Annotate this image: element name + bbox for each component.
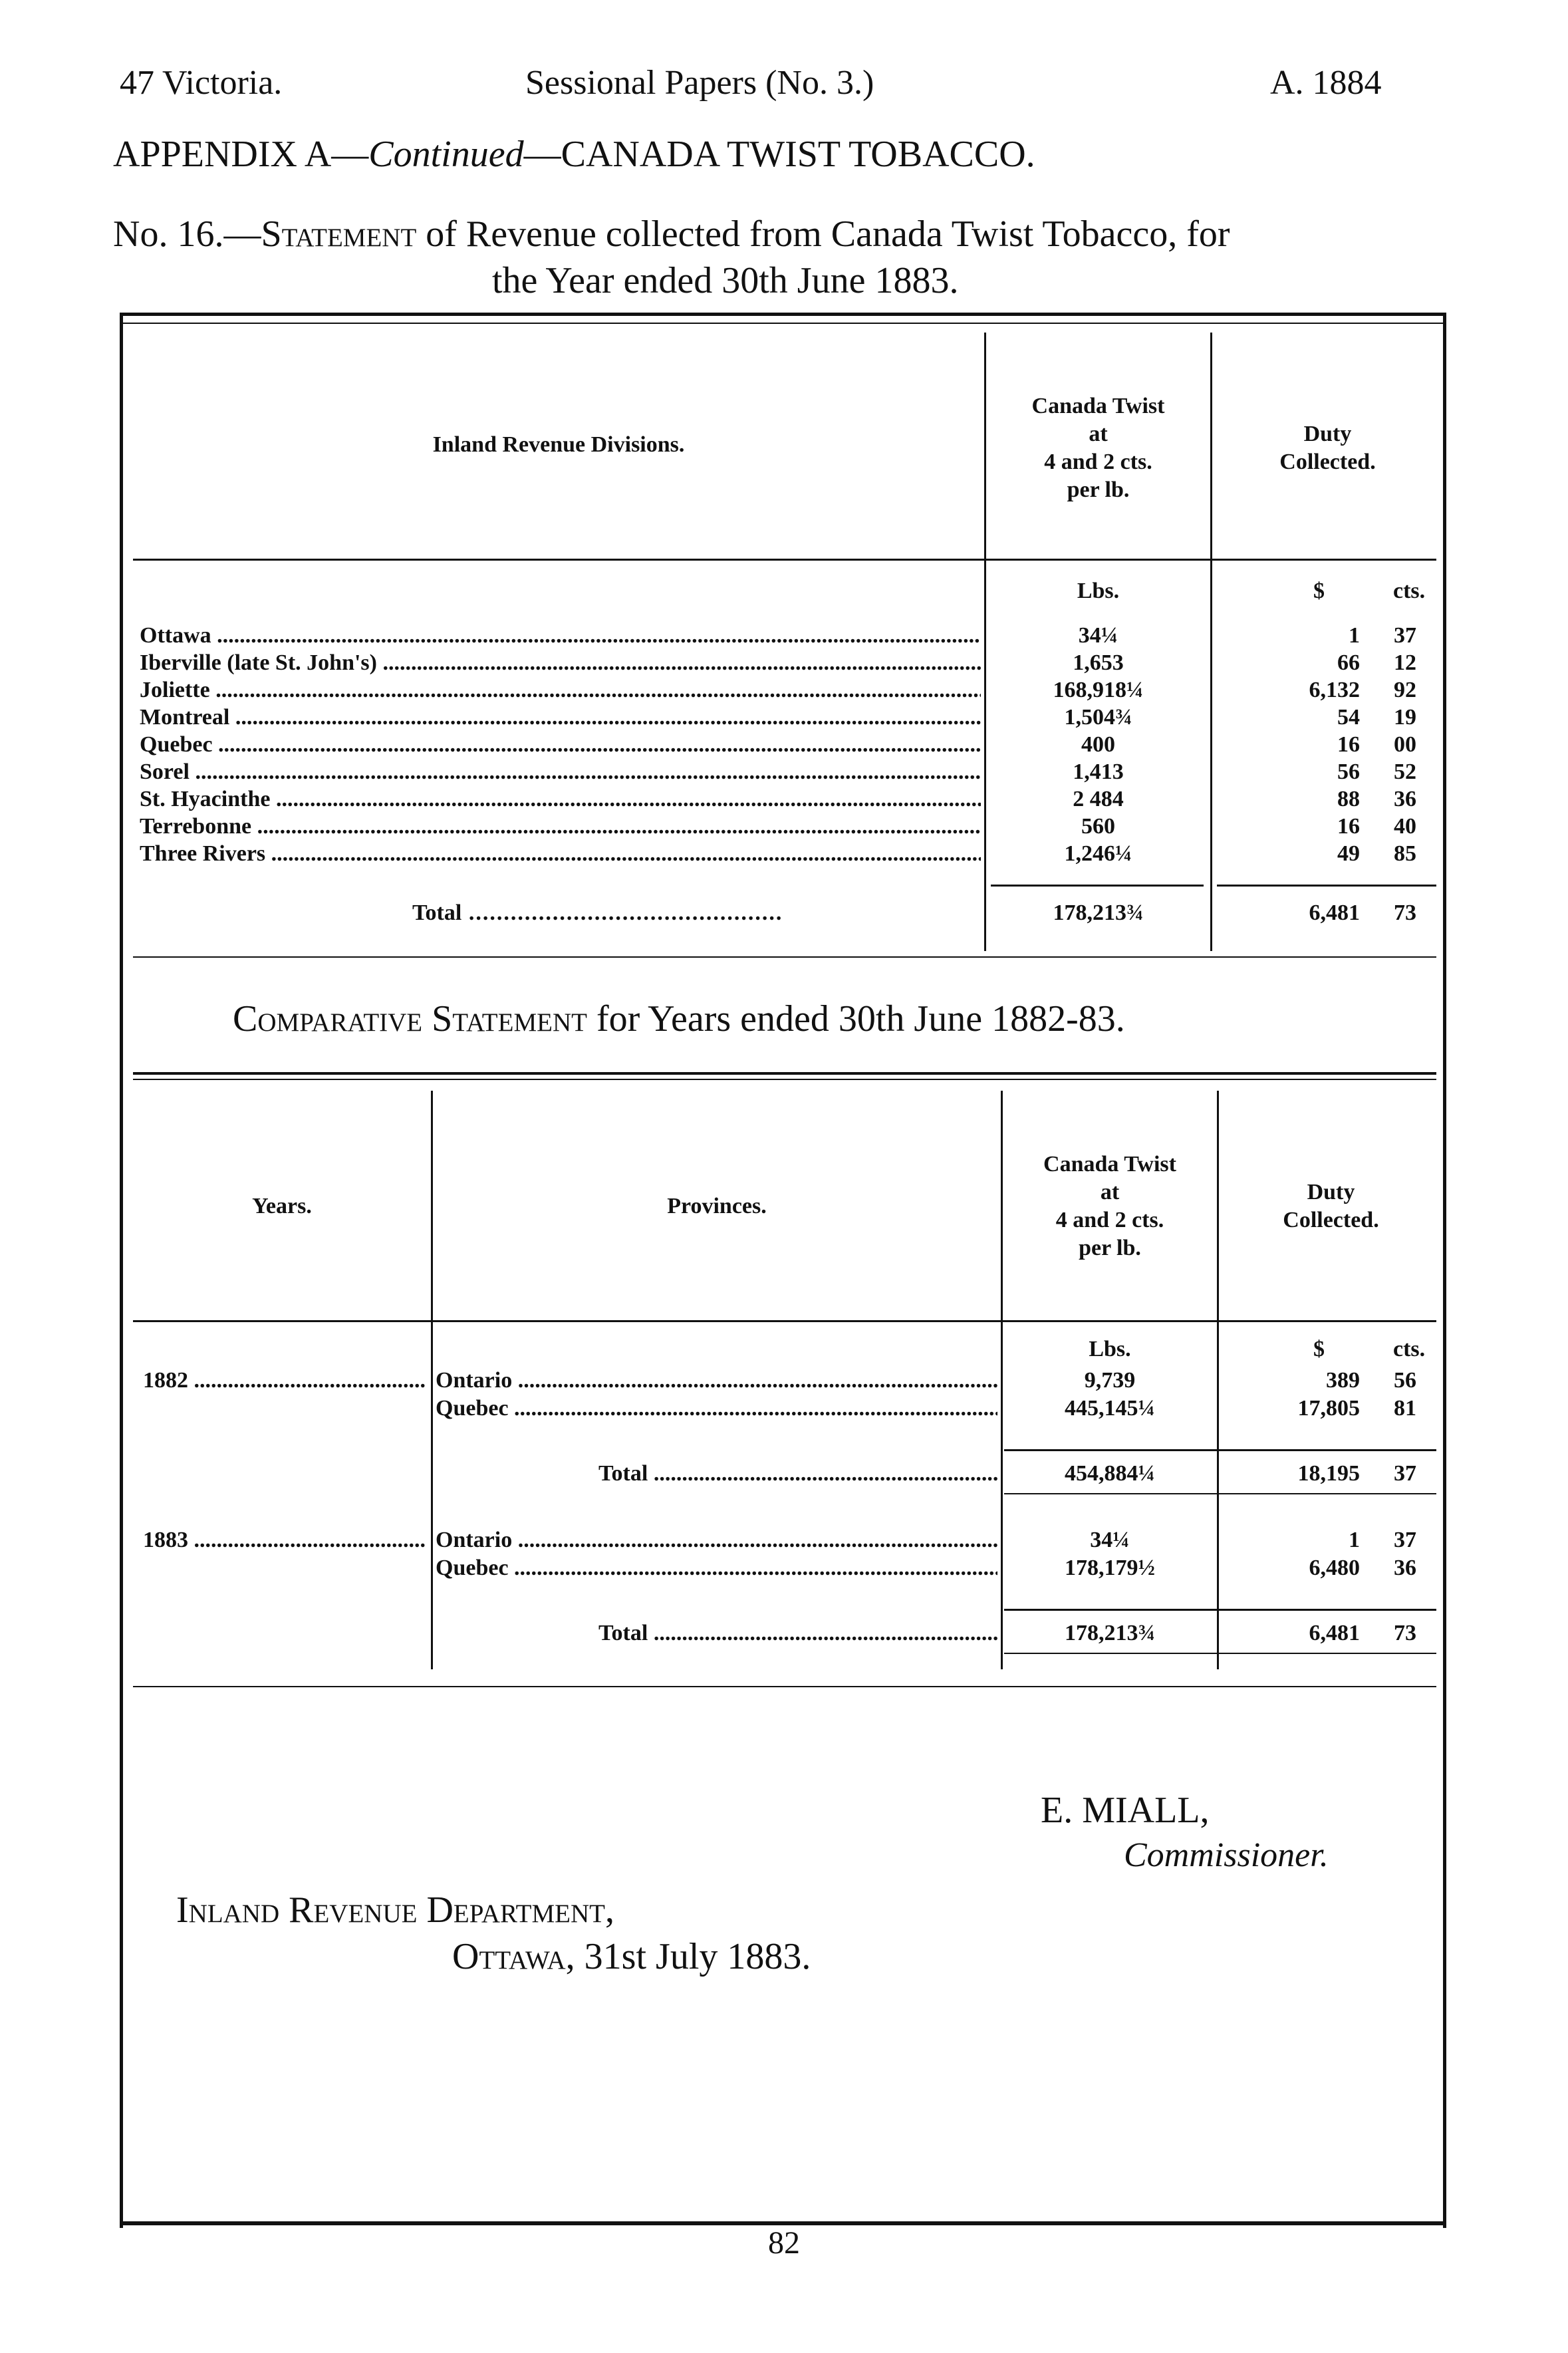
division-dollars: 6,132 xyxy=(1309,678,1360,702)
division-dollars: 88 xyxy=(1337,787,1360,811)
total-rule xyxy=(1004,1449,1436,1451)
year-label: 1882 ..... xyxy=(143,1367,426,1395)
place-date: Ottawa, 31st July 1883. xyxy=(452,1936,811,1977)
division-lbs: 1,504¾ xyxy=(1064,705,1132,730)
division-lbs: 400 xyxy=(1081,732,1115,757)
frame-right xyxy=(1443,313,1446,2228)
province-dollars: 1 xyxy=(1349,1528,1360,1552)
province-lbs: 9,739 xyxy=(1084,1368,1136,1393)
division-name: Quebec ..... xyxy=(140,731,981,759)
province-cts: 56 xyxy=(1394,1368,1416,1393)
header-right: A. 1884 xyxy=(1270,64,1382,102)
division-lbs: 560 xyxy=(1081,814,1115,839)
table1-total-lbs: 178,213¾ xyxy=(1053,900,1144,925)
header-left: 47 Victoria. xyxy=(120,64,283,102)
col-header-duty: Duty Collected. xyxy=(1279,422,1376,474)
col-header-twist: Canada Twist at 4 and 2 cts. per lb. xyxy=(1031,394,1165,502)
division-name: Three Rivers ..... xyxy=(140,840,981,868)
province-lbs: 34¼ xyxy=(1090,1528,1130,1552)
division-name: Terrebonne ..... xyxy=(140,813,981,841)
col-header-duty-2: Duty Collected. xyxy=(1283,1180,1379,1232)
group-total-lbs: 454,884¼ xyxy=(1065,1461,1155,1486)
group-total-cts: 73 xyxy=(1394,1621,1416,1645)
division-name: St. Hyacinthe ..... xyxy=(140,785,981,813)
group-total-lbs: 178,213¾ xyxy=(1065,1621,1155,1645)
division-name: Montreal ..... xyxy=(140,704,981,732)
division-cts: 85 xyxy=(1394,841,1416,866)
province-cts: 36 xyxy=(1394,1556,1416,1580)
header-center: Sessional Papers (No. 3.) xyxy=(525,64,874,102)
frame-top xyxy=(120,313,1446,316)
table1-total-dollars: 6,481 xyxy=(1309,900,1360,925)
division-name: Ottawa ..... xyxy=(140,622,981,650)
table1-total-cts: 73 xyxy=(1394,900,1416,925)
division-name: Iberville (late St. John's) ..... xyxy=(140,649,981,677)
appendix-title: APPENDIX A—Continued—CANADA TWIST TOBACCO. xyxy=(113,134,1035,175)
province-cts: 37 xyxy=(1394,1528,1416,1552)
division-cts: 37 xyxy=(1394,623,1416,648)
division-name: Sorel ..... xyxy=(140,758,981,786)
page-number: 82 xyxy=(768,2225,800,2261)
division-cts: 12 xyxy=(1394,650,1416,675)
year-label: 1883 ..... xyxy=(143,1526,426,1554)
division-dollars: 1 xyxy=(1349,623,1360,648)
statement-title: No. 16.—Statement of Revenue collected from Canada Twist Tobacco, for xyxy=(113,213,1230,255)
division-dollars: 16 xyxy=(1337,732,1360,757)
comparative-title: Comparative Statement for Years ended 30th June 1882-83. xyxy=(233,998,1125,1039)
col-header-twist-2: Canada Twist at 4 and 2 cts. per lb. xyxy=(1043,1152,1176,1260)
division-cts: 00 xyxy=(1394,732,1416,757)
province-lbs: 445,145¼ xyxy=(1065,1396,1155,1421)
total-rule-bottom xyxy=(1004,1493,1436,1494)
division-dollars: 16 xyxy=(1337,814,1360,839)
unit-cts: cts. xyxy=(1393,579,1426,603)
group-total-label: Total ..... xyxy=(598,1619,997,1647)
group-total-cts: 37 xyxy=(1394,1461,1416,1486)
group-total-dollars: 18,195 xyxy=(1297,1461,1360,1486)
frame-left xyxy=(120,313,123,2228)
division-cts: 40 xyxy=(1394,814,1416,839)
total-rule-bottom xyxy=(1004,1653,1436,1654)
province-name: Quebec ..... xyxy=(436,1554,997,1582)
col-header-provinces: Provinces. xyxy=(667,1194,767,1218)
province-cts: 81 xyxy=(1394,1396,1416,1421)
division-dollars: 49 xyxy=(1337,841,1360,866)
col-header-division: Inland Revenue Divisions. xyxy=(432,432,685,457)
group-total-label: Total ..... xyxy=(598,1460,997,1488)
statement-subtitle: the Year ended 30th June 1883. xyxy=(492,260,959,301)
department: Inland Revenue Department, xyxy=(176,1889,614,1931)
division-lbs: 1,413 xyxy=(1073,760,1124,784)
signature-title: Commissioner. xyxy=(1124,1836,1329,1874)
division-lbs: 1,246¼ xyxy=(1064,841,1132,866)
province-lbs: 178,179½ xyxy=(1065,1556,1155,1580)
division-cts: 92 xyxy=(1394,678,1416,702)
table1-total-row: Total ............................................. xyxy=(412,900,783,925)
signature-name: E. MIALL, xyxy=(1041,1790,1210,1831)
province-dollars: 6,480 xyxy=(1309,1556,1360,1580)
division-cts: 19 xyxy=(1394,705,1416,730)
division-lbs: 34¼ xyxy=(1078,623,1118,648)
division-name: Joliette ..... xyxy=(140,676,981,704)
division-dollars: 54 xyxy=(1337,705,1360,730)
division-cts: 36 xyxy=(1394,787,1416,811)
unit-lbs-2: Lbs. xyxy=(1089,1337,1131,1361)
province-dollars: 389 xyxy=(1326,1368,1360,1393)
total-rule xyxy=(1004,1609,1436,1611)
division-lbs: 1,653 xyxy=(1073,650,1124,675)
group-total-dollars: 6,481 xyxy=(1309,1621,1360,1645)
division-lbs: 2 484 xyxy=(1073,787,1124,811)
unit-cts-2: cts. xyxy=(1393,1337,1426,1361)
division-lbs: 168,918¼ xyxy=(1053,678,1144,702)
division-cts: 52 xyxy=(1394,760,1416,784)
unit-dollar: $ xyxy=(1313,579,1325,603)
unit-dollar-2: $ xyxy=(1313,1337,1325,1361)
province-name: Ontario ..... xyxy=(436,1367,997,1395)
province-dollars: 17,805 xyxy=(1297,1396,1360,1421)
province-name: Ontario ..... xyxy=(436,1526,997,1554)
division-dollars: 66 xyxy=(1337,650,1360,675)
unit-lbs: Lbs. xyxy=(1077,579,1120,603)
province-name: Quebec ..... xyxy=(436,1395,997,1423)
col-header-years: Years. xyxy=(252,1194,312,1218)
division-dollars: 56 xyxy=(1337,760,1360,784)
